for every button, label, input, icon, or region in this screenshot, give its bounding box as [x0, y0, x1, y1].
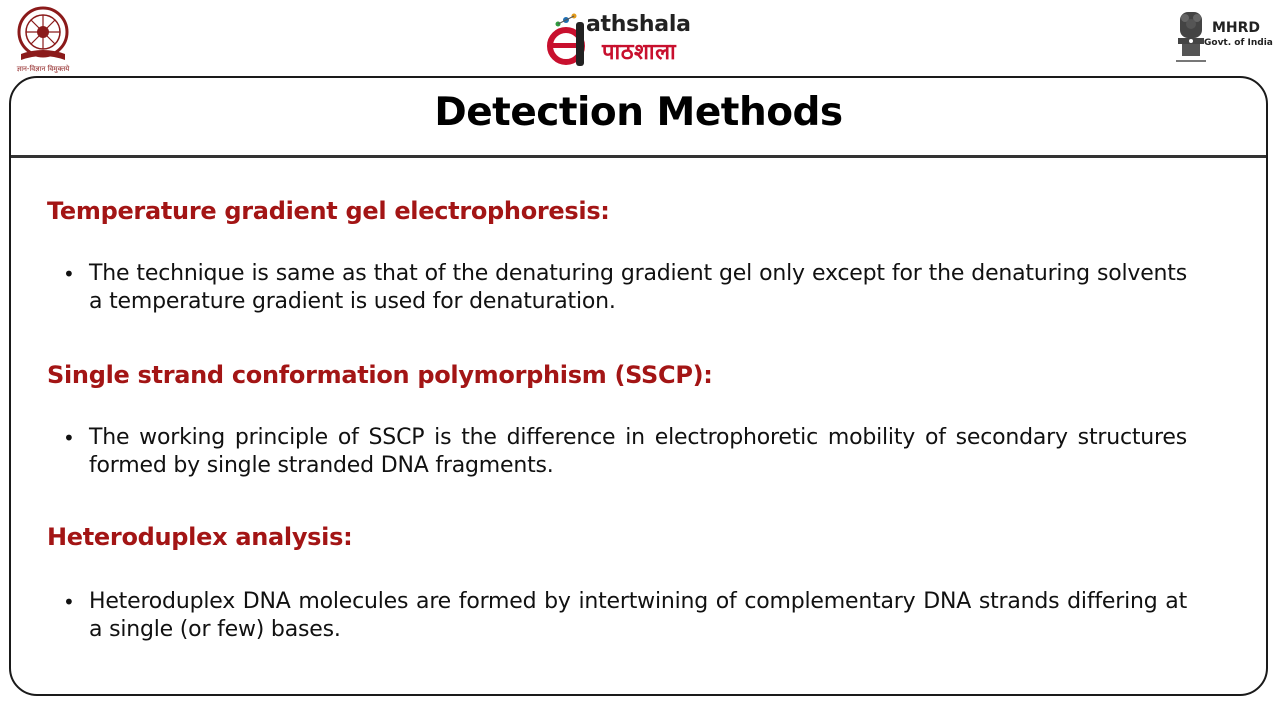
- bullet-item: [47, 260, 1187, 316]
- section-sscp: [47, 360, 1187, 480]
- slide-title: Detection Methods: [434, 90, 843, 135]
- bullet-list: [47, 588, 1187, 644]
- ugc-logo: [10, 6, 76, 76]
- section-heading: Temperature gradient gel electrophoresis:: [47, 197, 610, 225]
- section-heteroduplex: [47, 522, 1187, 644]
- ugc-emblem-icon: [15, 6, 71, 64]
- bullet-icon: •: [63, 426, 75, 450]
- section-heading: Heteroduplex analysis:: [47, 523, 353, 551]
- bullet-list: [47, 424, 1187, 480]
- bullet-item: [47, 424, 1187, 480]
- bullet-icon: •: [63, 590, 75, 614]
- bullet-list: [47, 260, 1187, 316]
- title-bar: [11, 78, 1266, 158]
- mhrd-label: MHRD: [1212, 20, 1261, 36]
- epathshala-logo: [546, 6, 736, 66]
- bullet-item: [47, 588, 1187, 644]
- slide-content: [47, 196, 1187, 644]
- section-heading: Single strand conformation polymorphism (SSCP):: [47, 361, 713, 389]
- ugc-tagline: ज्ञान-विज्ञान विमुक्तये: [16, 65, 70, 73]
- bullet-text: The working principle of SSCP is the difference in electrophoretic mobility of secondary structures formed by single stranded DNA fragments.: [89, 425, 1187, 478]
- bullet-icon: •: [63, 262, 75, 286]
- brand-english: athshala: [586, 12, 691, 37]
- govt-label: Govt. of India: [1204, 38, 1273, 48]
- section-tgge: [47, 196, 1187, 316]
- bullet-text: Heteroduplex DNA molecules are formed by intertwining of complementary DNA strands differing at a single (or few) bases.: [89, 589, 1187, 642]
- mhrd-logo: [1172, 8, 1272, 70]
- content-panel: [9, 76, 1268, 696]
- bullet-text: The technique is same as that of the denaturing gradient gel only except for the denaturing solvents a temperature gradient is used for denaturation.: [89, 261, 1187, 314]
- brand-hindi: पाठशाला: [602, 40, 677, 65]
